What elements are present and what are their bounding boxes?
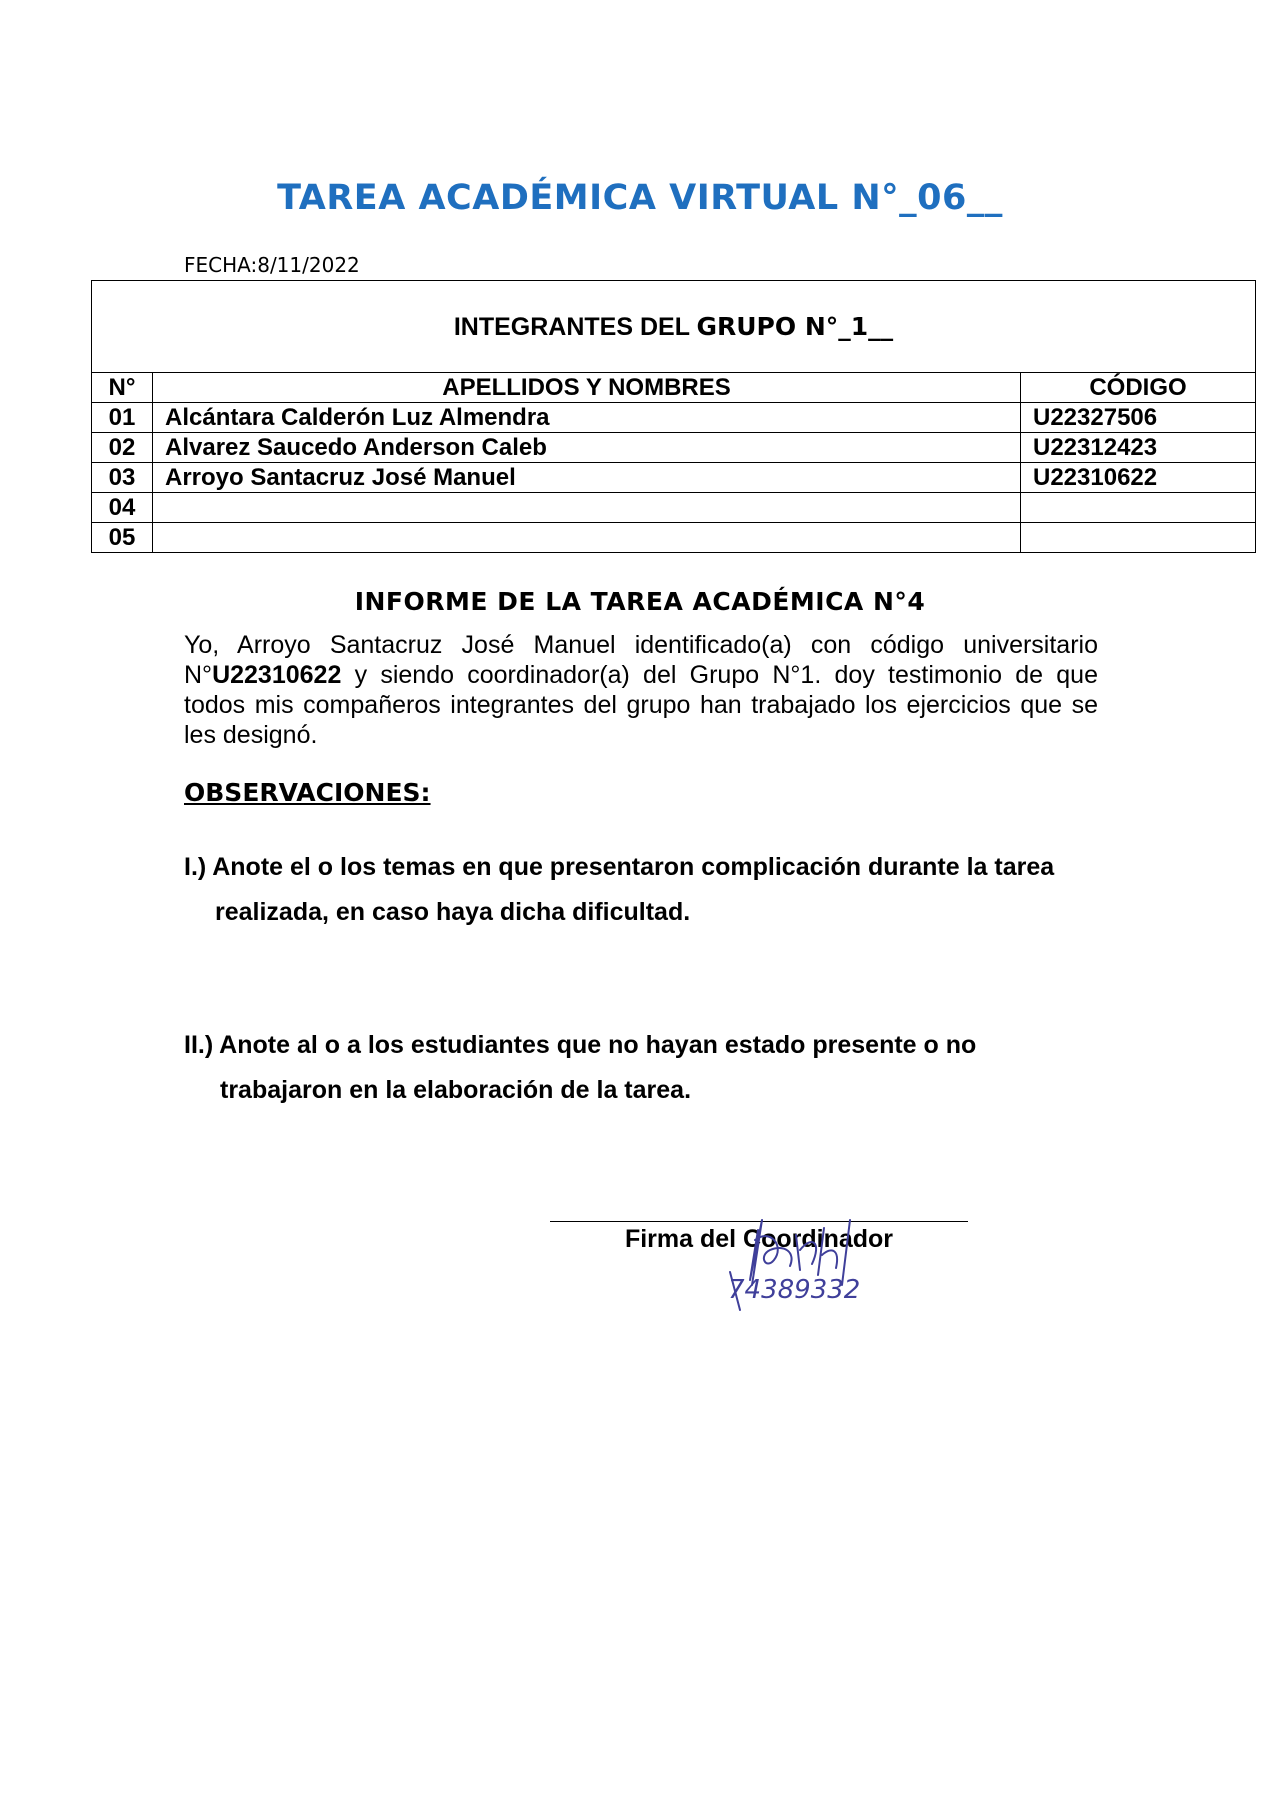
question-1-line-2: realizada, en caso haya dicha dificultad. — [215, 898, 691, 926]
group-heading-prefix: INTEGRANTES DEL — [453, 312, 697, 341]
row-code: U22310622 — [1021, 463, 1256, 493]
report-heading: INFORME DE LA TAREA ACADÉMICA N°4 — [354, 587, 926, 616]
row-name: Alvarez Saucedo Anderson Caleb — [153, 433, 1021, 463]
table-header-row — [92, 373, 1256, 403]
group-heading — [92, 281, 1256, 373]
report-text-before: Yo, Arroyo Santacruz José Manuel identificado(a) con código universitario N° — [184, 631, 1098, 689]
group-heading-row — [92, 281, 1256, 373]
row-name — [153, 493, 1021, 523]
table-row — [92, 493, 1256, 523]
document-title: TAREA ACADÉMICA VIRTUAL N°_06__ — [277, 178, 1003, 218]
row-code — [1021, 493, 1256, 523]
table-row — [92, 523, 1256, 553]
signature-label: Firma del Coordinador — [624, 1225, 894, 1253]
question-2-line-2: trabajaron en la elaboración de la tarea. — [220, 1076, 692, 1104]
row-name: Arroyo Santacruz José Manuel — [153, 463, 1021, 493]
row-code — [1021, 523, 1256, 553]
report-text-after: y siendo coordinador(a) del Grupo N°1. doy testimonio de que todos mis compañeros integrantes del grupo han trabajado los ejercicios que se les designó. — [184, 661, 1098, 749]
row-number: 04 — [92, 493, 153, 523]
row-number: 01 — [92, 403, 153, 433]
report-body — [184, 630, 1098, 750]
row-number: 02 — [92, 433, 153, 463]
row-number: 03 — [92, 463, 153, 493]
row-code: U22312423 — [1021, 433, 1256, 463]
group-number: GRUPO N°_1__ — [696, 311, 894, 341]
handwritten-number: 74389332 — [728, 1275, 861, 1305]
question-2-line-1: II.) Anote al o a los estudiantes que no hayan estado presente o no — [184, 1031, 977, 1059]
observations-heading: OBSERVACIONES: — [184, 778, 431, 807]
table-row — [92, 433, 1256, 463]
row-code: U22327506 — [1021, 403, 1256, 433]
handwritten-signature — [700, 1180, 880, 1315]
row-name — [153, 523, 1021, 553]
table-row — [92, 463, 1256, 493]
row-number: 05 — [92, 523, 153, 553]
group-members-table — [91, 280, 1256, 553]
column-header-code: CÓDIGO — [1021, 373, 1256, 403]
observation-question-2 — [184, 1023, 1104, 1113]
date-label: FECHA:8/11/2022 — [184, 253, 360, 277]
table-row — [92, 403, 1256, 433]
row-name: Alcántara Calderón Luz Almendra — [153, 403, 1021, 433]
column-header-number: N° — [92, 373, 153, 403]
question-1-line-1: I.) Anote el o los temas en que presentaron complicación durante la tarea — [184, 853, 1055, 881]
report-student-code: U22310622 — [212, 661, 342, 689]
observation-question-1 — [184, 845, 1104, 935]
column-header-name: APELLIDOS Y NOMBRES — [153, 373, 1021, 403]
